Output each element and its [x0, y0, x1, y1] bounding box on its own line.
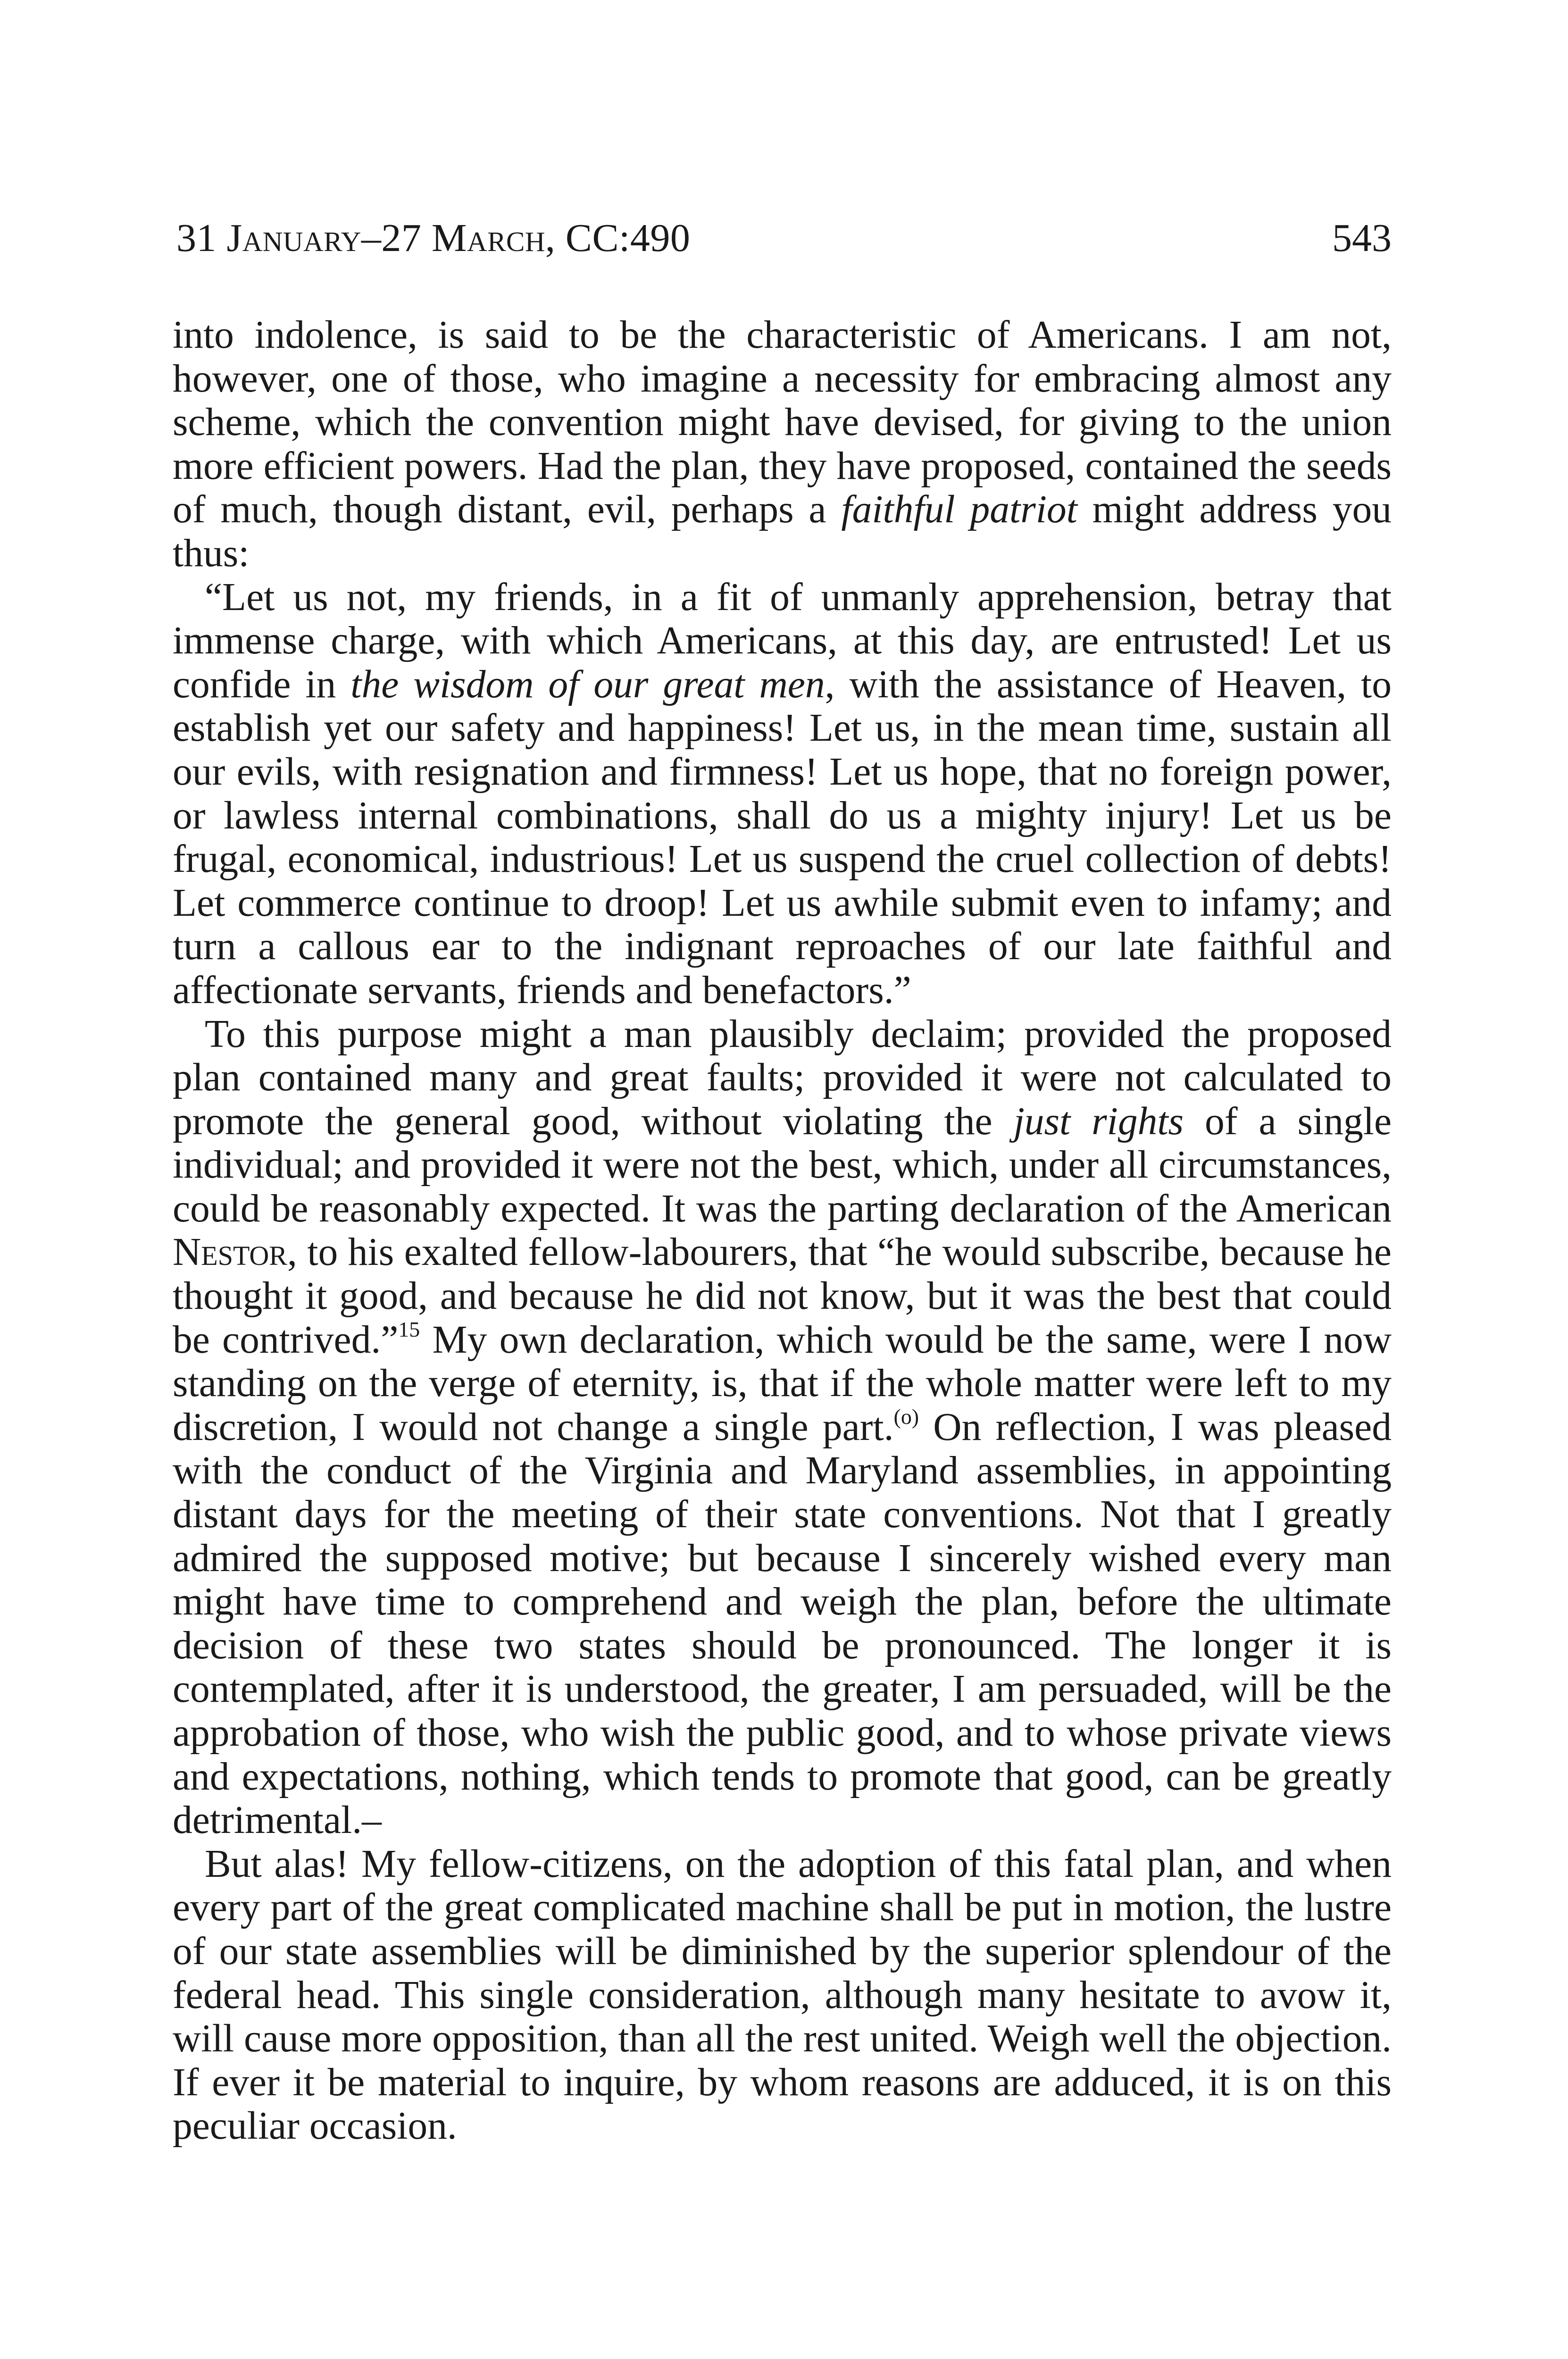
- italic-phrase: just rights: [1013, 1099, 1184, 1143]
- text-run: into indolence, is said to be the characteristic of Americans. I am not, however, one of those, who imagine a necessity for embracing almost any scheme, which the convention might have devised, for giving to the union more efficient powers. Had the plan, they have proposed, contained the seeds of much, though distant, evil, perhaps a: [173, 313, 1392, 532]
- text-run: My own declaration, which would be the same, were I now standing on the verge of eternity, is, that if the whole matter were left to my discretion, I would not change a single part.: [173, 1318, 1392, 1449]
- text-run: “Let us not, my friends, in a fit of unmanly apprehension, betray that immense charge, with which Americans, at this day, are entrusted! Let us confide in: [173, 575, 1392, 706]
- paragraph-2: [173, 576, 1392, 1012]
- text-run: But alas! My fellow-citizens, on the adoption of this fatal plan, and when every part of the great complicated machine shall be put in motion, the lustre of our state assemblies will be diminished by the superior splendour of the federal head. This single consideration, although many hesitate to avow it, will cause more opposition, than all the rest united. Weigh well the objection. If ever it be material to inquire, by whom reasons are adduced, it is on this peculiar occasion.: [173, 1842, 1392, 2148]
- paragraph-4: [173, 1842, 1392, 2148]
- body-text: [173, 313, 1392, 2148]
- running-head: [176, 215, 1392, 262]
- running-head-title: 31 January–27 March, CC:490: [176, 216, 691, 260]
- text-run: , to his exalted fellow-labourers, that “he would subscribe, because he thought it good, and because he did not know, but it was the best that could be contrived.”: [173, 1230, 1392, 1362]
- footnote-marker: 15: [398, 1317, 420, 1342]
- paragraph-3: [173, 1012, 1392, 1842]
- italic-phrase: the wisdom of our great men: [350, 662, 825, 706]
- paragraph-1: [173, 313, 1392, 576]
- text-run: might address you thus:: [173, 488, 1392, 575]
- page-number: 543: [1332, 216, 1392, 260]
- text-run: On reflection, I was pleased with the conduct of the Virginia and Maryland assemblies, in appointing distant days for the meeting of their state conventions. Not that I greatly admired the supposed motive; but because I sincerely wished every man might have time to comprehend and weigh the plan, before the ultimate decision of these two states should be pronounced. The longer it is contemplated, after it is understood, the greater, I am persuaded, will be the approbation of those, who wish the public good, and to whose private views and expectations, nothing, which tends to promote that good, can be greatly detrimental.–: [173, 1405, 1392, 1842]
- footnote-marker: (o): [893, 1405, 919, 1429]
- italic-phrase: faithful patriot: [841, 488, 1077, 532]
- smallcaps-name: Nestor: [173, 1230, 287, 1274]
- text-run: To this purpose might a man plausibly declaim; provided the proposed plan contained many and great faults; provided it were not calculated to promote the general good, without violating the: [173, 1012, 1392, 1143]
- text-run: , with the assistance of Heaven, to establish yet our safety and happiness! Let us, in the mean time, sustain all our evils, with resignation and firmness! Let us hope, that no foreign power, or lawless internal combinations, shall do us a mighty injury! Let us be frugal, economical, industrious! Let us suspend the cruel collection of debts! Let commerce continue to droop! Let us awhile submit even to infamy; and turn a callous ear to the indignant reproaches of our late faithful and affectionate servants, friends and benefactors.”: [173, 662, 1392, 1012]
- text-run: of a single individual; and provided it were not the best, which, under all circumstances, could be reasonably expected. It was the parting declaration of the American: [173, 1099, 1392, 1230]
